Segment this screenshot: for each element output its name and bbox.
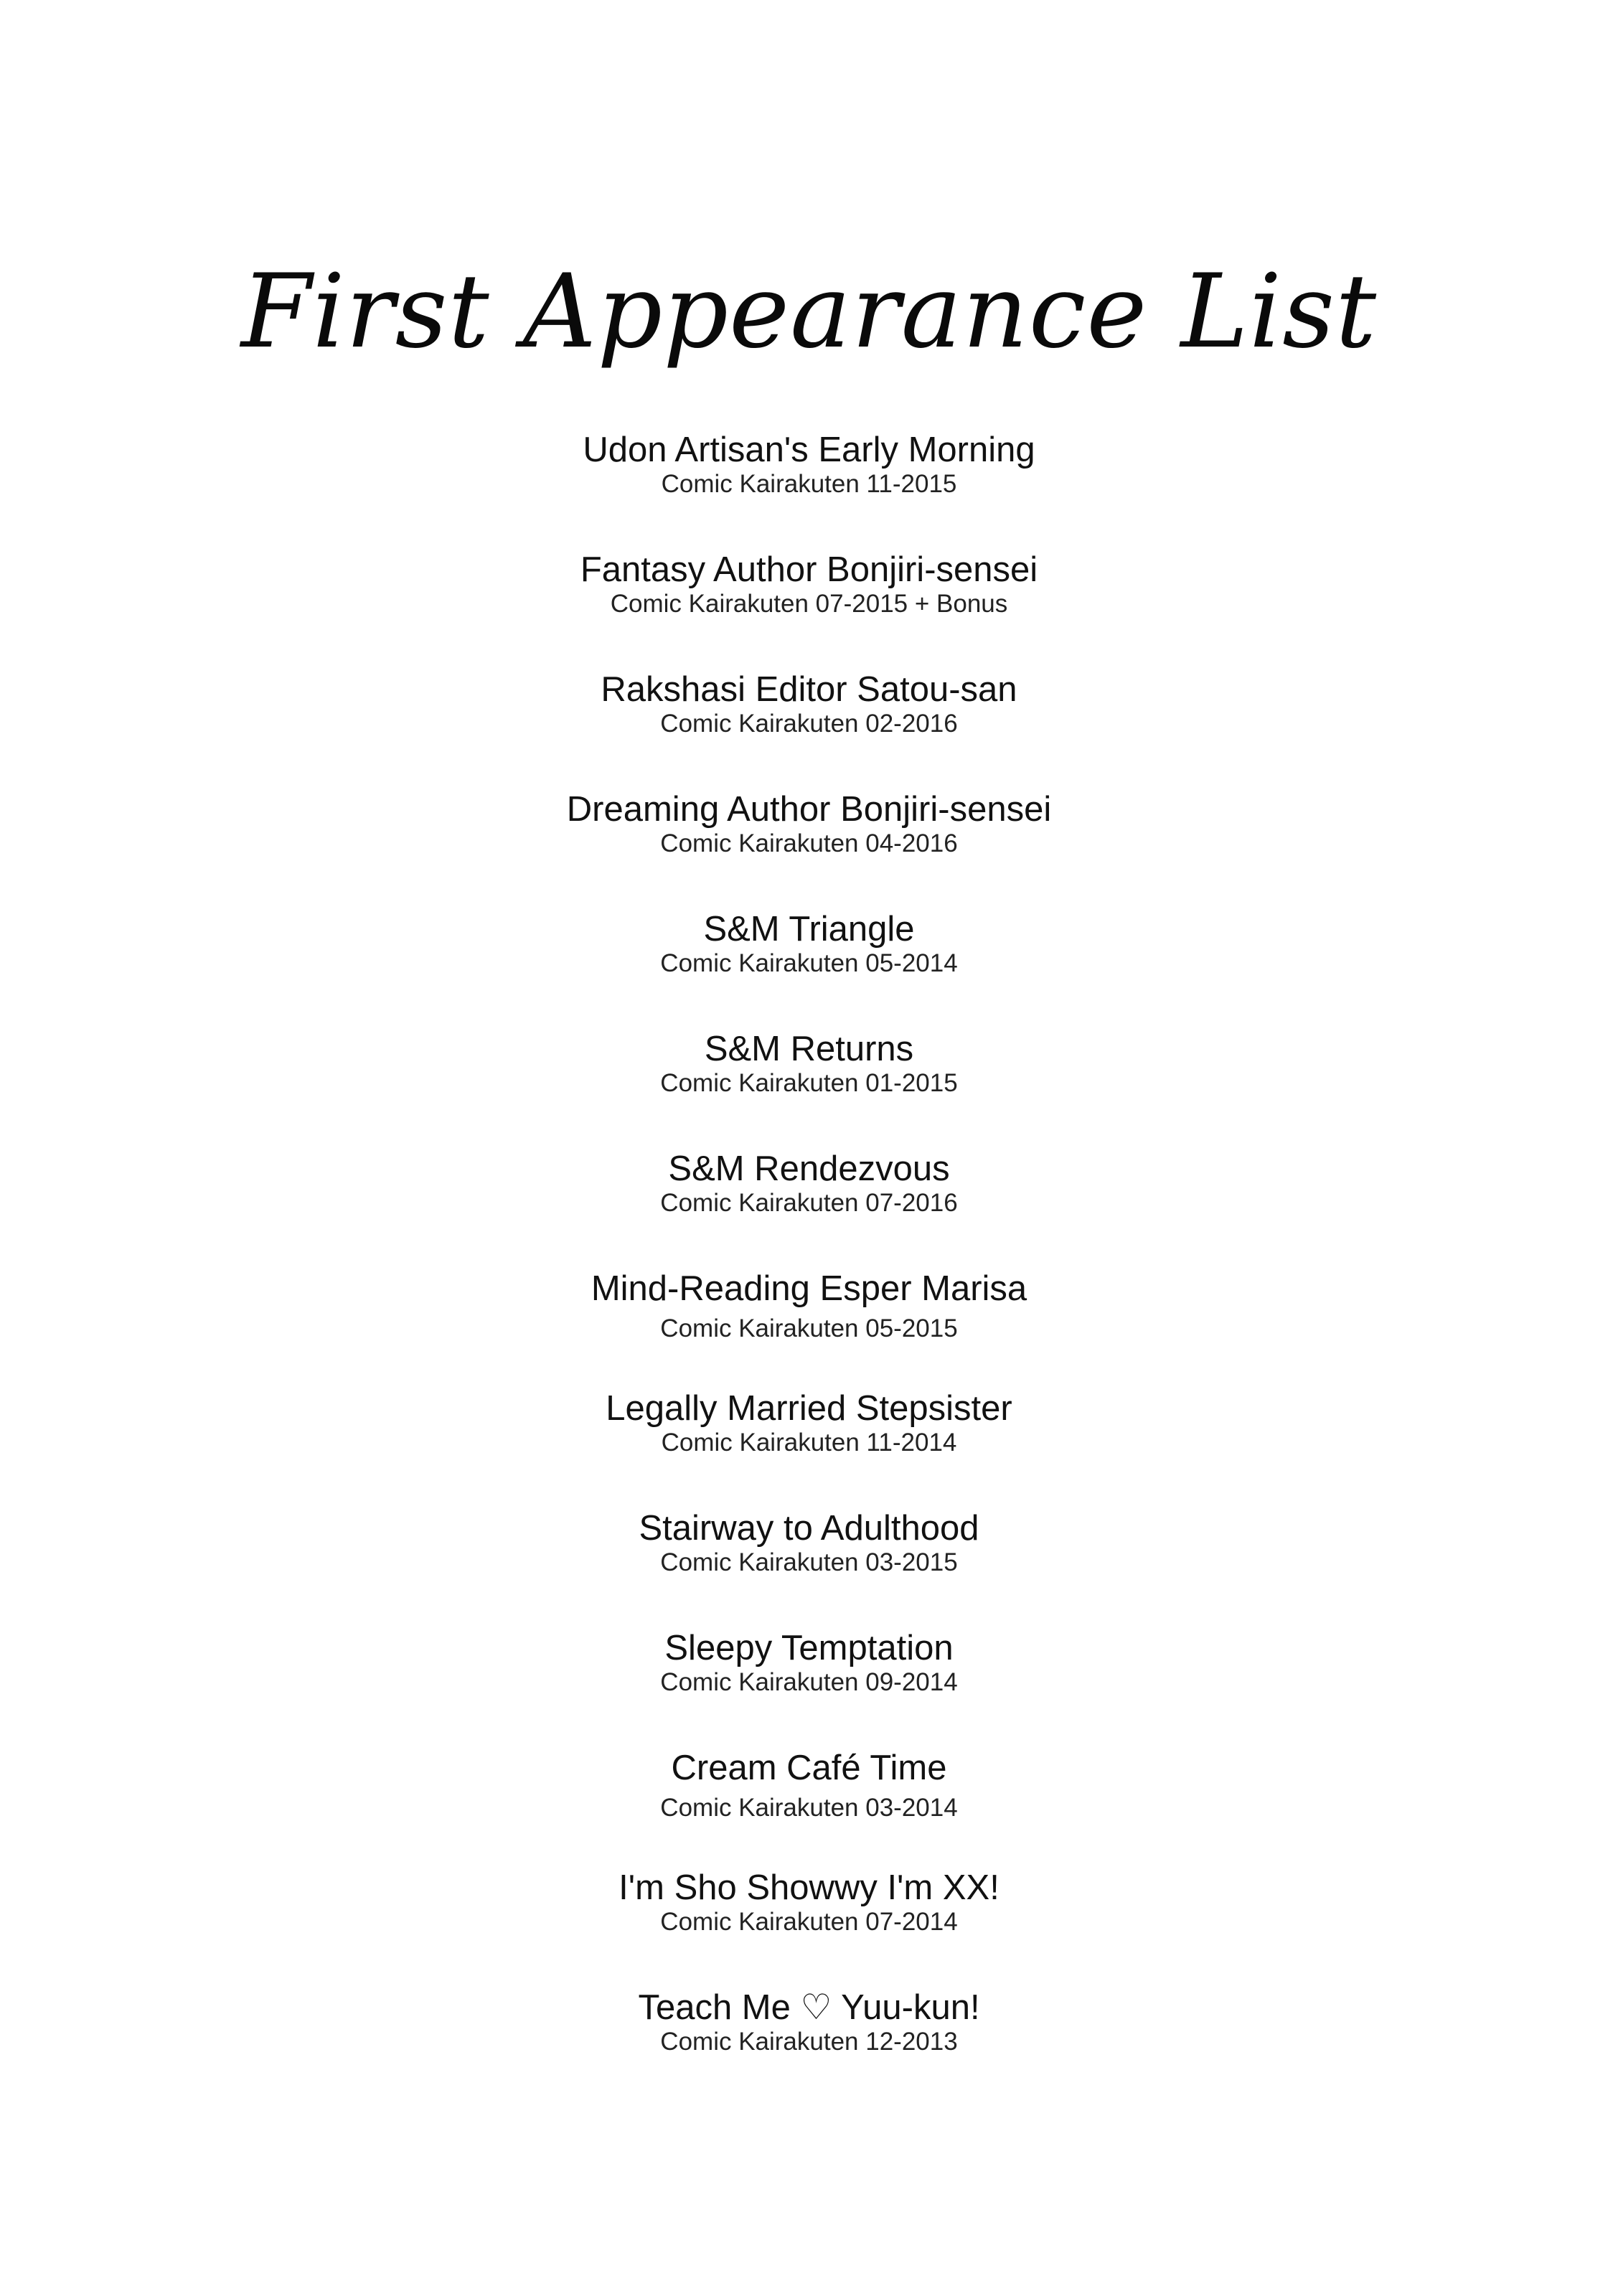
list-item (0, 1268, 1618, 1388)
entry-source: Comic Kairakuten 12-2013 (660, 2028, 958, 2056)
entry-source: Comic Kairakuten 11-2015 (661, 470, 957, 498)
entry-title: Sleepy Temptation (664, 1629, 954, 1667)
page-title: First Appearance List (240, 253, 1378, 371)
entry-title: Udon Artisan's Early Morning (583, 430, 1035, 469)
entry-source: Comic Kairakuten 03-2015 (660, 1548, 958, 1576)
entry-title: Teach Me ♡ Yuu-kun! (638, 1988, 980, 2027)
entry-title: Rakshasi Editor Satou-san (601, 670, 1017, 709)
entry-title: Mind-Reading Esper Marisa (591, 1269, 1027, 1308)
list-item (0, 429, 1618, 549)
list-item (0, 1627, 1618, 1747)
entry-source: Comic Kairakuten 09-2014 (660, 1668, 958, 1696)
entry-title: Cream Café Time (671, 1749, 947, 1787)
entry-title: Dreaming Author Bonjiri-sensei (566, 790, 1052, 829)
entry-title: S&M Returns (704, 1030, 914, 1068)
entry-source: Comic Kairakuten 01-2015 (660, 1069, 958, 1097)
list-item (0, 1388, 1618, 1507)
list-item (0, 1148, 1618, 1268)
entry-title: S&M Triangle (703, 910, 915, 949)
list-item (0, 789, 1618, 908)
entry-source: Comic Kairakuten 07-2014 (660, 1908, 958, 1936)
entry-title: I'm Sho Showwy I'm XX! (618, 1868, 1000, 1907)
list-item (0, 908, 1618, 1028)
entry-source: Comic Kairakuten 11-2014 (661, 1429, 957, 1457)
entry-source: Comic Kairakuten 07-2015 + Bonus (610, 590, 1008, 618)
entry-source: Comic Kairakuten 02-2016 (660, 710, 958, 738)
entry-source: Comic Kairakuten 07-2016 (660, 1189, 958, 1217)
entry-source: Comic Kairakuten 03-2014 (660, 1794, 958, 1822)
entry-title: S&M Rendezvous (668, 1149, 950, 1188)
entry-source: Comic Kairakuten 05-2014 (660, 949, 958, 977)
entry-source: Comic Kairakuten 05-2015 (660, 1314, 958, 1342)
list-item (0, 669, 1618, 789)
list-item (0, 549, 1618, 669)
list-item (0, 1507, 1618, 1627)
entry-source: Comic Kairakuten 04-2016 (660, 829, 958, 857)
entry-title: Stairway to Adulthood (639, 1509, 979, 1548)
list-item (0, 1747, 1618, 1867)
list-item (0, 1028, 1618, 1148)
appearance-list (0, 429, 1618, 2107)
list-item (0, 1987, 1618, 2107)
list-item (0, 1867, 1618, 1987)
entry-title: Legally Married Stepsister (606, 1389, 1012, 1428)
entry-title: Fantasy Author Bonjiri-sensei (580, 550, 1038, 589)
